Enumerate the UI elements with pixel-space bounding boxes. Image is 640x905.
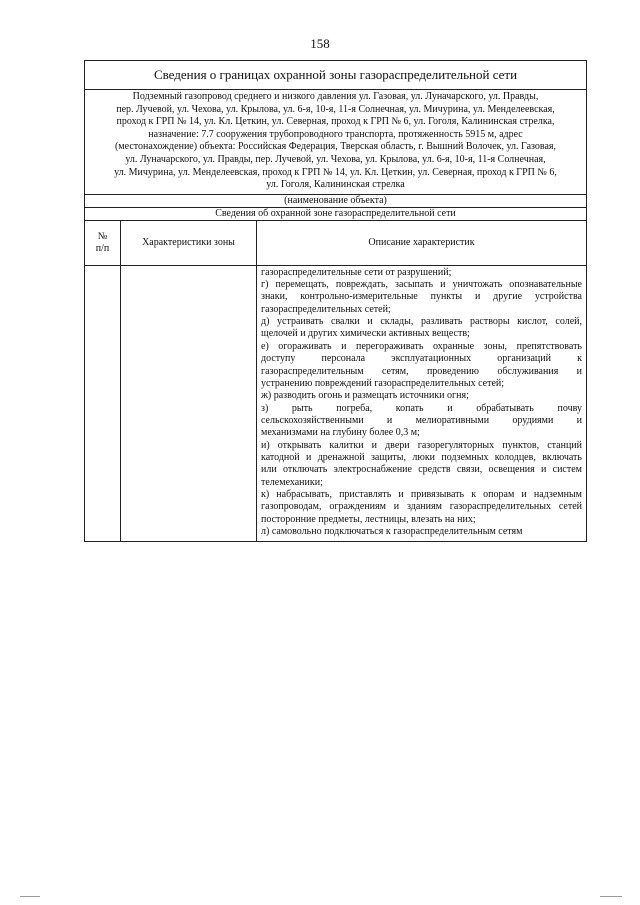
description-line: газораспределительных сетей;: [261, 303, 391, 315]
description-line: посторонние предметы, лестницы, влезать на них;: [261, 513, 476, 525]
document-title: Сведения о границах охранной зоны газораспределительной сети: [85, 61, 587, 90]
object-line: (местонахождение) объекта: Российская Федерация, Тверская область, г. Вышний Волочек, ул. Газовая,: [114, 141, 557, 153]
object-line: ул. Гоголя, Калининская стрелка: [266, 179, 405, 191]
object-line: назначение: 7.7 сооружения трубопроводного транспорта, протяженность 5915 м, адрес: [148, 128, 523, 140]
scan-artifact: [20, 896, 40, 897]
description-line: и) открывать калитки и двери газорегуляторных пунктов, станций: [261, 439, 582, 451]
description-line: г) перемещать, повреждать, засыпать и уничтожать опознавательные: [261, 279, 582, 291]
description-line: л) самовольно подключаться к газораспределительным сетям: [261, 525, 523, 537]
object-line: проход к ГРП № 14, ул. Кл. Цеткин, ул. Северная, проход к ГРП № 6, ул. Гоголя, Калининская стрелка,: [116, 116, 555, 128]
description-line: катодной и дренажной защиты, люки подземных колодцев, включать: [261, 451, 582, 463]
column-characteristics: Характеристики зоны: [121, 220, 257, 265]
description-line: е) огораживать и перегораживать охранные зоны, препятствовать: [261, 340, 582, 352]
object-line: Подземный газопровод среднего и низкого давления ул. Газовая, ул. Луначарского, ул. Правды,: [132, 91, 539, 102]
column-number-line2: п/п: [95, 242, 110, 254]
row-characteristics-cell: [121, 265, 257, 541]
description-line: сельскохозяйственными и мелиоративными орудиями и: [261, 414, 582, 426]
object-line: ул. Луначарского, ул. Правды, пер. Лучевой, ул. Чехова, ул. Крылова, ул. 6-я, 10-я, 11-я Солнечная,: [125, 153, 546, 165]
description-line: знаки, контрольно-измерительные пункты и другие устройства: [261, 291, 582, 303]
description-line: газораспределительным сетям, проведению обслуживания и: [261, 365, 582, 377]
column-number: [85, 220, 121, 265]
description-line: к) набрасывать, приставлять и привязывать к опорам и надземным: [261, 488, 582, 500]
scan-artifact: [600, 896, 622, 897]
protection-zone-table: [84, 60, 587, 542]
description-line: или отключать электроснабжение средств связи, освещения и систем: [261, 464, 582, 476]
description-line: щелочей и других химически активных веществ;: [261, 328, 470, 340]
description-line: доступу персонала эксплуатационных организаций к: [261, 353, 582, 365]
row-description-cell: [257, 265, 587, 541]
row-number-cell: [85, 265, 121, 541]
description-line: механизмами на глубину более 0,3 м;: [261, 427, 420, 439]
description-line: з) рыть погреба, копать и обрабатывать почву: [261, 402, 582, 414]
zone-info-header: Сведения об охранной зоне газораспределительной сети: [85, 207, 587, 220]
page-number: 158: [310, 36, 330, 51]
object-description: [85, 90, 587, 195]
description-line: газораспределительные сети от разрушений;: [261, 266, 452, 278]
description-line: телемеханики;: [261, 476, 323, 488]
object-line: ул. Мичурина, ул. Менделеевская, проход к ГРП № 14, ул. Кл. Цеткин, ул. Северная, проход к ГРП № 6,: [114, 166, 557, 178]
column-number-line1: №: [97, 230, 108, 242]
object-name-label: (наименование объекта): [85, 194, 587, 207]
description-line: газопроводам, ограждениям и зданиям газораспределительных сетей: [261, 501, 582, 513]
object-line: пер. Лучевой, ул. Чехова, ул. Крылова, ул. 6-я, 10-я, 11-я Солнечная, ул. Мичурина, ул. Менделеевская,: [116, 103, 555, 115]
description-line: устранению повреждений газораспределительных сетей;: [261, 377, 505, 389]
description-line: ж) разводить огонь и размещать источники огня;: [261, 390, 469, 402]
column-description: Описание характеристик: [257, 220, 587, 265]
description-line: д) устраивать свалки и склады, разливать растворы кислот, солей,: [261, 316, 582, 328]
